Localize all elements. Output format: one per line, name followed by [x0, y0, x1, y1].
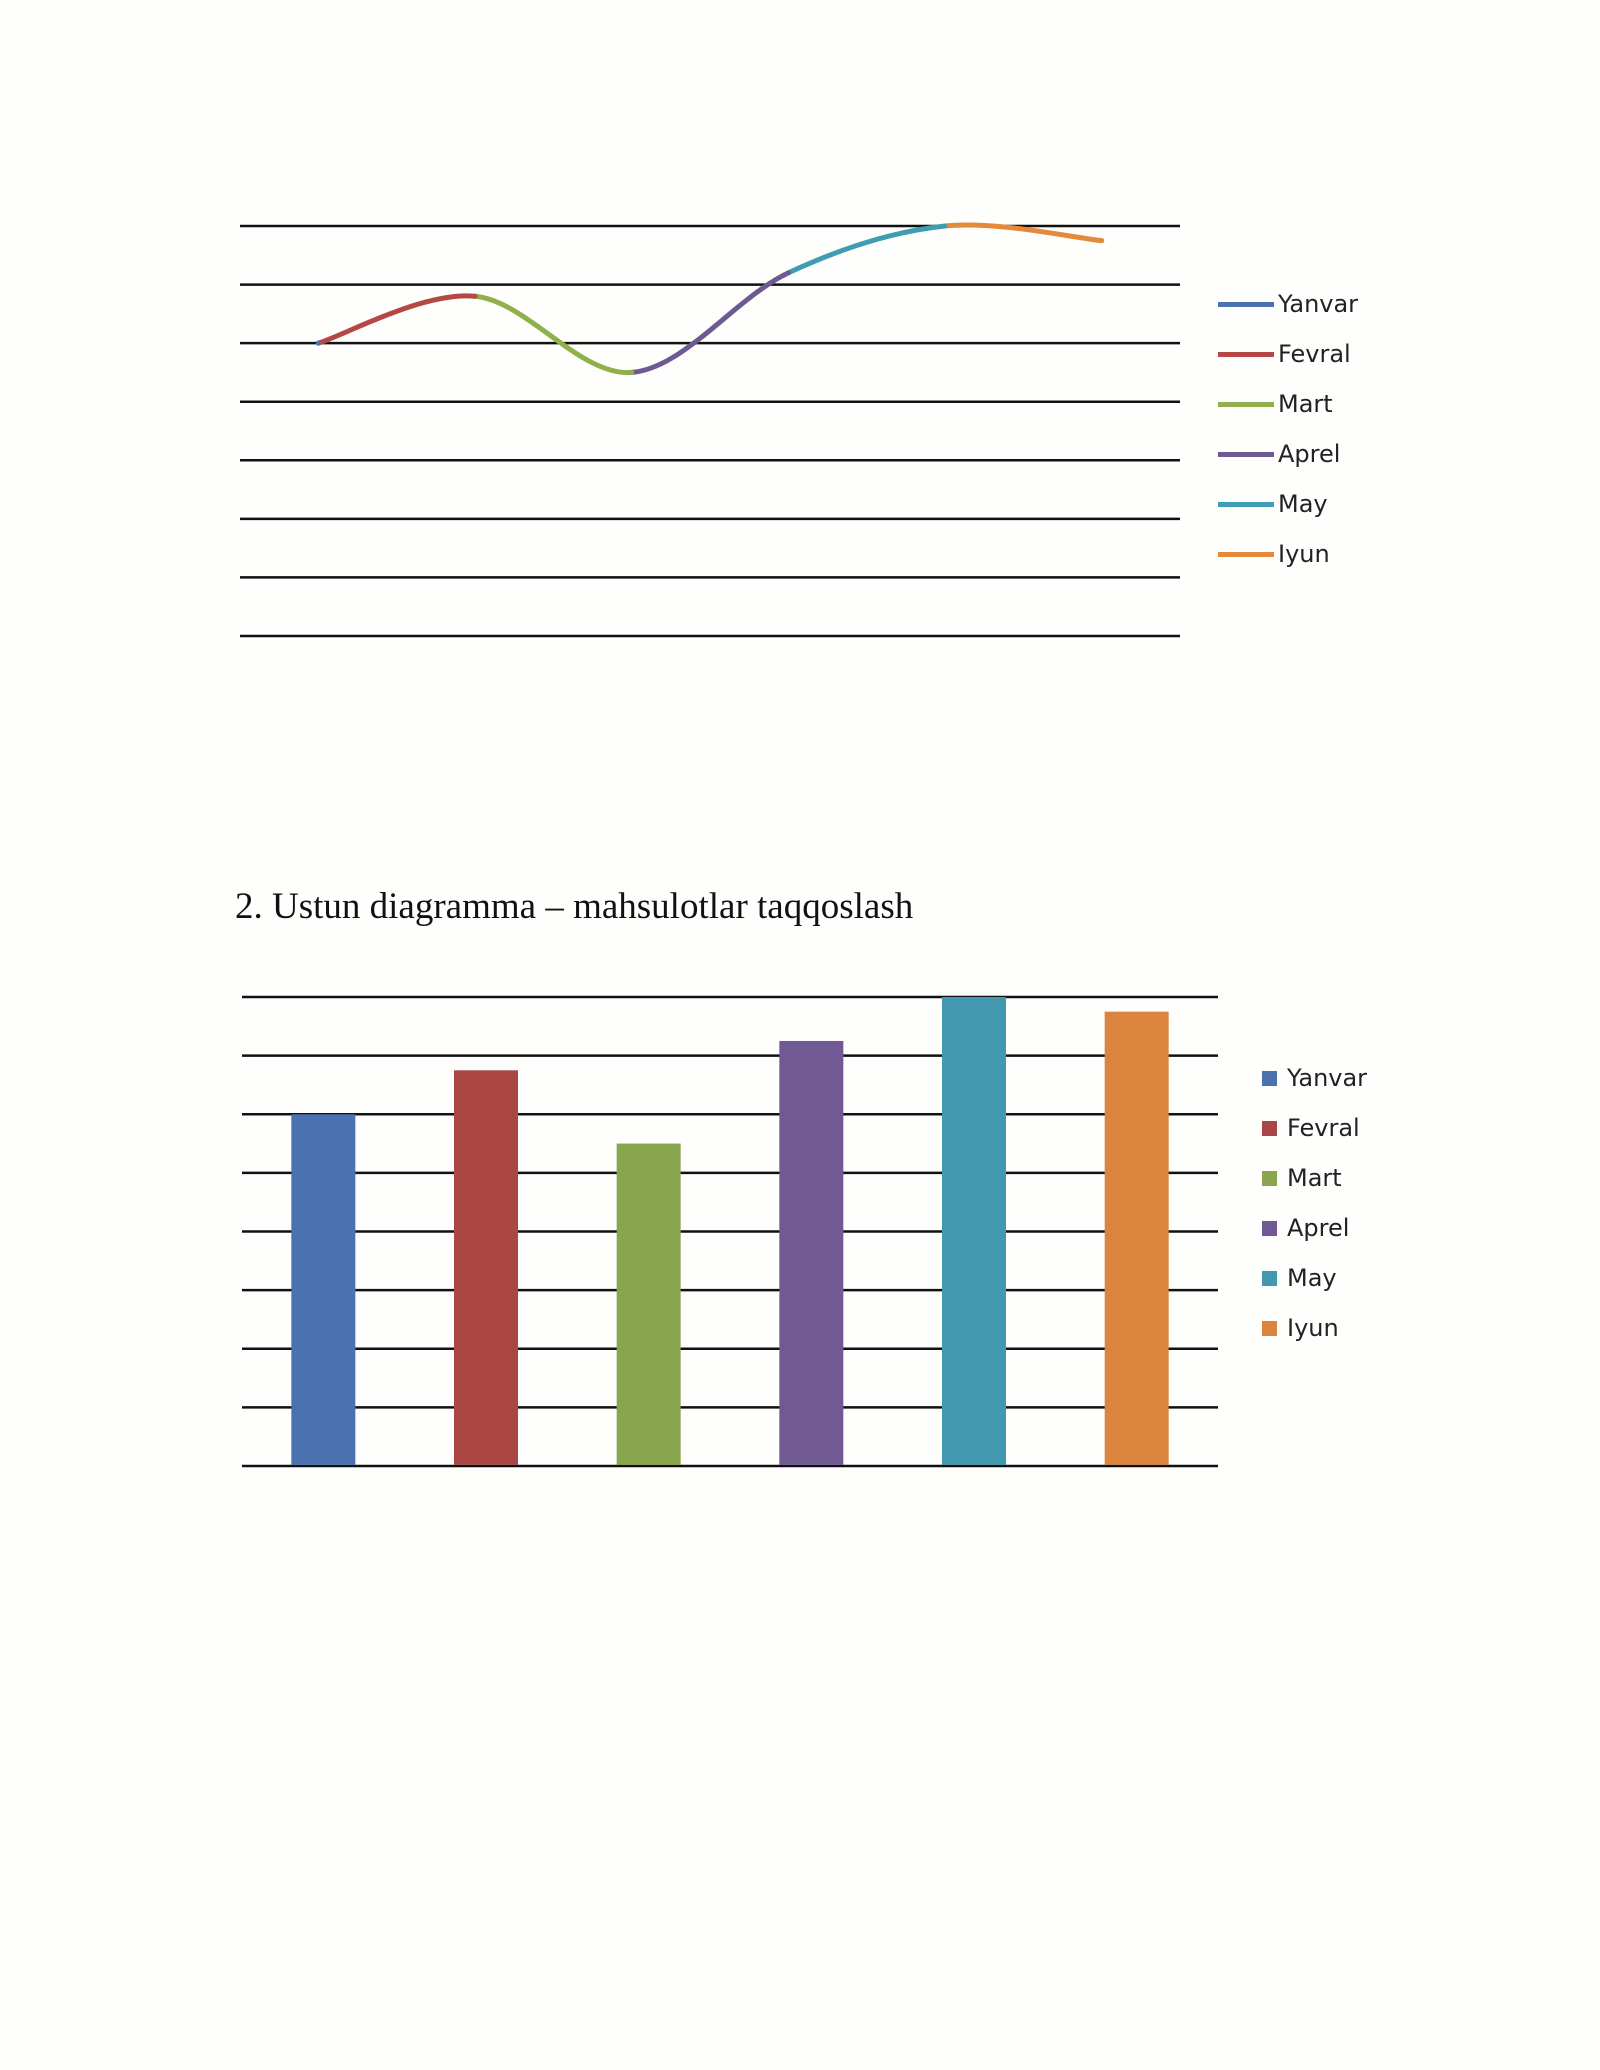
bar-may — [942, 997, 1006, 1465]
bar-legend-swatch — [1262, 1221, 1277, 1236]
bar-yanvar — [291, 1114, 355, 1465]
bar-legend-item-fevral — [1262, 1103, 1367, 1153]
bar-mart — [617, 1144, 681, 1465]
line-legend-label: Mart — [1278, 390, 1333, 418]
bar-iyun — [1105, 1012, 1169, 1465]
bar-legend-label: Yanvar — [1287, 1064, 1368, 1092]
bar-legend-item-iyun — [1262, 1303, 1367, 1353]
line-legend-label: May — [1278, 490, 1328, 518]
bar-legend-swatch — [1262, 1171, 1277, 1186]
line-legend-label: Fevral — [1278, 340, 1351, 368]
bar-legend-swatch — [1262, 1321, 1277, 1336]
line-legend-label: Yanvar — [1278, 290, 1359, 318]
line-legend-label: Aprel — [1278, 440, 1341, 468]
bar-legend-item-yanvar — [1262, 1053, 1367, 1103]
bar-legend-swatch — [1262, 1121, 1277, 1136]
bar-legend-swatch — [1262, 1271, 1277, 1286]
bar-legend-swatch — [1262, 1071, 1277, 1086]
bar-legend-label: Mart — [1287, 1164, 1342, 1192]
section-heading: 2. Ustun diagramma – mahsulotlar taqqoslash — [235, 886, 914, 927]
bar-legend-label: May — [1287, 1264, 1337, 1292]
bar-fevral — [454, 1070, 518, 1465]
bar-legend-label: Aprel — [1287, 1214, 1350, 1242]
bar-legend-item-mart — [1262, 1153, 1367, 1203]
bar-aprel — [779, 1041, 843, 1465]
bar-legend-item-aprel — [1262, 1203, 1367, 1253]
bar-legend-item-may — [1262, 1253, 1367, 1303]
bar-legend-label: Iyun — [1287, 1314, 1339, 1342]
bar-chart-legend — [1262, 1053, 1367, 1353]
line-legend-label: Iyun — [1278, 540, 1330, 568]
bar-legend-label: Fevral — [1287, 1114, 1360, 1142]
